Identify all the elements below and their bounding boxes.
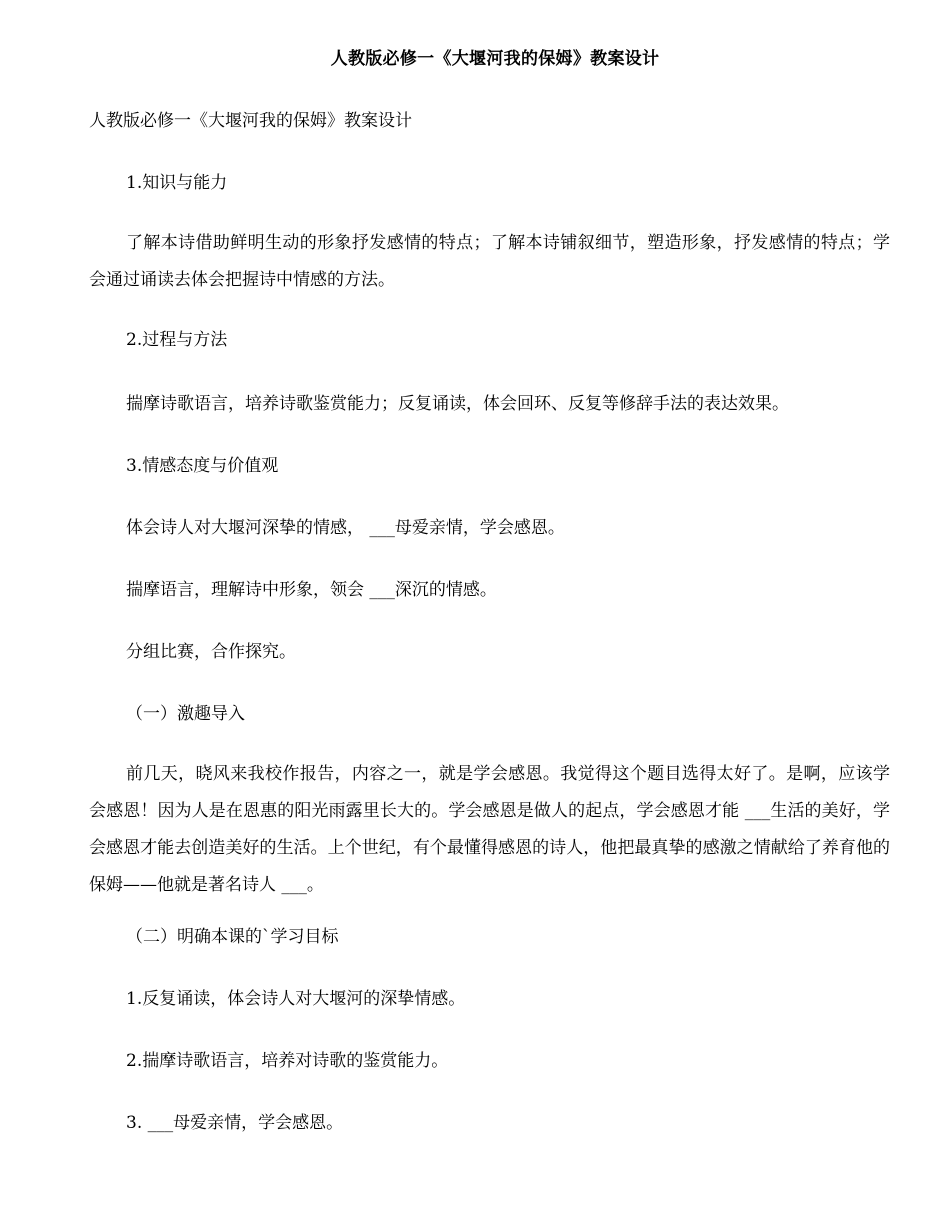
section-heading-process: 2.过程与方法 (126, 330, 228, 350)
paragraph-values-2: 揣摩语言，理解诗中形象，领会 ___深沉的情感。 (126, 580, 497, 600)
paragraph-process: 揣摩诗歌语言，培养诗歌鉴赏能力；反复诵读，体会回环、反复等修辞手法的表达效果。 (126, 394, 789, 414)
goal-item-3: 3. ___母爱亲情，学会感恩。 (126, 1113, 344, 1133)
paragraph-values-1: 体会诗人对大堰河深挚的情感， ___母爱亲情，学会感恩。 (126, 518, 565, 538)
section-heading-values: 3.情感态度与价值观 (126, 456, 279, 476)
page-title: 人教版必修一《大堰河我的保姆》教案设计 (330, 49, 660, 69)
goal-item-1: 1.反复诵读，体会诗人对大堰河的深挚情感。 (126, 989, 466, 1009)
section-heading-intro: （一）激趣导入 (126, 704, 245, 724)
section-heading-goals: （二）明确本课的`学习目标 (126, 927, 339, 947)
document-subtitle: 人教版必修一《大堰河我的保姆》教案设计 (89, 111, 412, 131)
paragraph-intro: 前几天，晓风来我校作报告，内容之一，就是学会感恩。我觉得这个题目选得太好了。是啊，应该学会感恩！因为人是在恩惠的阳光雨露里长大的。学会感恩是做人的起点，学会感恩才能 ___生活的美好，学会感恩才能去创造美好的生活。上个世纪，有个最懂得感恩的诗人，他把最真挚的感激之情献给了养育他的保姆——他就是著名诗人 ___。 (89, 764, 890, 895)
paragraph-knowledge: 了解本诗借助鲜明生动的形象抒发感情的特点；了解本诗铺叙细节，塑造形象，抒发感情的特点；学会通过诵读去体会把握诗中情感的方法。 (89, 233, 890, 290)
section-heading-knowledge: 1.知识与能力 (126, 173, 228, 193)
goal-item-2: 2.揣摩诗歌语言，培养对诗歌的鉴赏能力。 (126, 1051, 449, 1071)
paragraph-method: 分组比赛，合作探究。 (126, 642, 296, 662)
